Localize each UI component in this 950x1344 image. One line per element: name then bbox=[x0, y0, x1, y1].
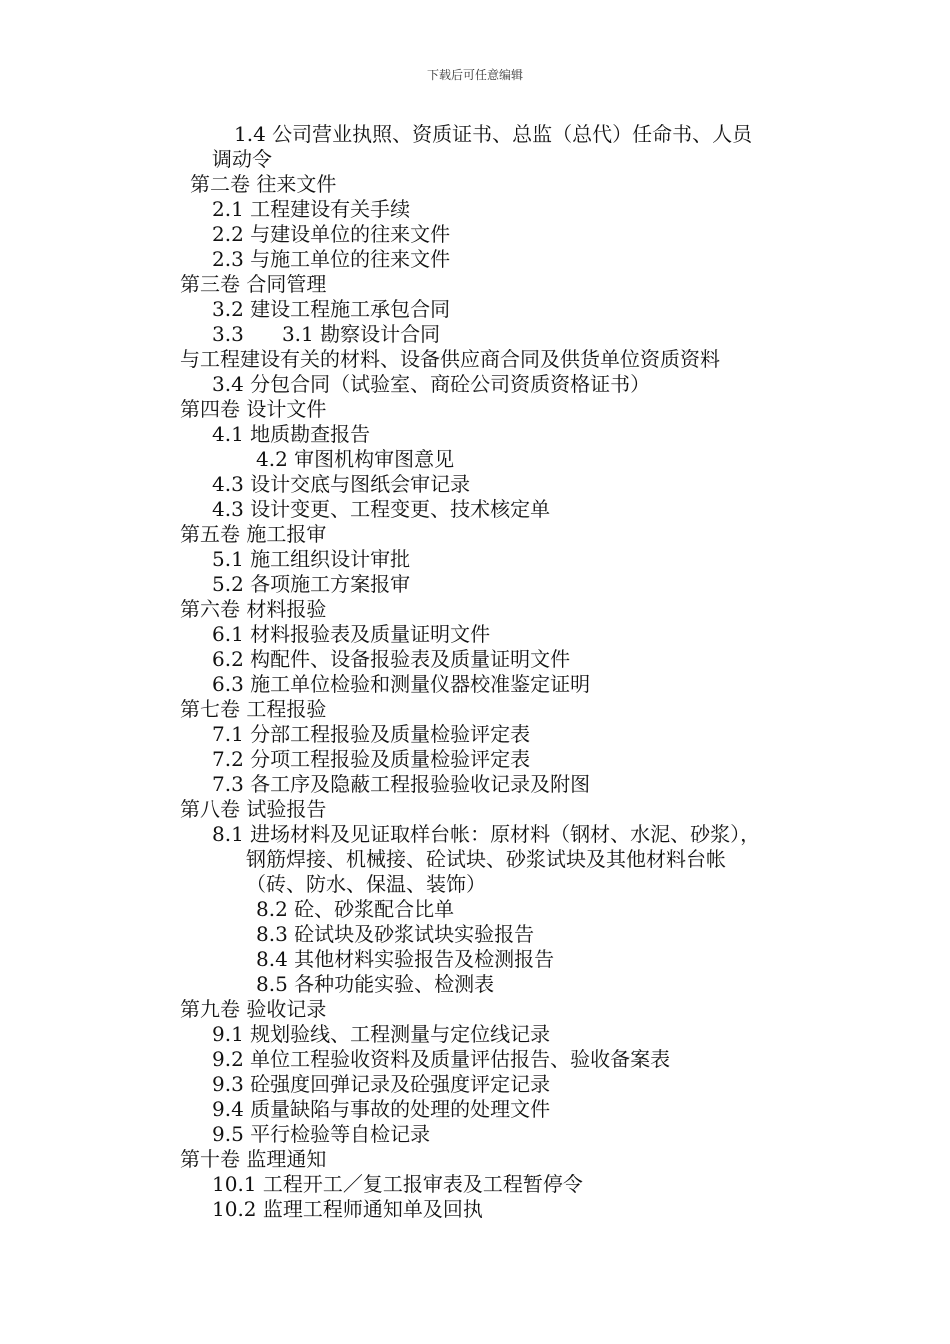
section-heading: 第四卷 设计文件 bbox=[180, 397, 327, 421]
list-item: 8.1 进场材料及见证取样台帐：原材料（钢材、水泥、砂浆）， bbox=[212, 822, 761, 846]
list-item: 钢筋焊接、机械接、砼试块、砂浆试块及其他材料台帐 bbox=[246, 847, 726, 871]
page-header: 下载后可任意编辑 bbox=[426, 68, 523, 82]
list-item: 6.3 施工单位检验和测量仪器校准鉴定证明 bbox=[212, 672, 591, 696]
list-item: 7.3 各工序及隐蔽工程报验验收记录及附图 bbox=[212, 772, 591, 796]
list-item: 8.4 其他材料实验报告及检测报告 bbox=[256, 947, 555, 971]
list-item: 2.2 与建设单位的往来文件 bbox=[212, 222, 451, 246]
list-item: 6.2 构配件、设备报验表及质量证明文件 bbox=[212, 647, 571, 671]
list-item: 3.2 建设工程施工承包合同 bbox=[212, 297, 451, 321]
section-heading: 第三卷 合同管理 bbox=[180, 272, 327, 296]
list-item: 5.1 施工组织设计审批 bbox=[212, 547, 411, 571]
list-item: （砖、防水、保温、装饰） bbox=[246, 872, 486, 896]
list-item: 9.1 规划验线、工程测量与定位线记录 bbox=[212, 1022, 551, 1046]
list-item: 4.1 地质勘查报告 bbox=[212, 422, 371, 446]
list-item: 3.4 分包合同（试验室、商砼公司资质资格证书） bbox=[212, 372, 651, 396]
section-heading: 第二卷 往来文件 bbox=[190, 172, 337, 196]
section-heading: 第七卷 工程报验 bbox=[180, 697, 327, 721]
section-heading: 第八卷 试验报告 bbox=[180, 797, 327, 821]
list-item: 2.1 工程建设有关手续 bbox=[212, 197, 411, 221]
section-heading: 第六卷 材料报验 bbox=[180, 597, 327, 621]
list-item: 10.2 监理工程师通知单及回执 bbox=[212, 1197, 483, 1221]
list-item: 与工程建设有关的材料、设备供应商合同及供货单位资质资料 bbox=[180, 347, 720, 371]
list-item: 2.3 与施工单位的往来文件 bbox=[212, 247, 451, 271]
list-item: 6.1 材料报验表及质量证明文件 bbox=[212, 622, 491, 646]
section-heading: 第五卷 施工报审 bbox=[180, 522, 327, 546]
section-heading: 第九卷 验收记录 bbox=[180, 997, 327, 1021]
list-item: 调动令 bbox=[212, 147, 272, 171]
list-item: 5.2 各项施工方案报审 bbox=[212, 572, 411, 596]
list-item: 8.5 各种功能实验、检测表 bbox=[256, 972, 495, 996]
list-item: 3.3 3.1 勘察设计合同 bbox=[212, 322, 441, 346]
list-item: 7.1 分部工程报验及质量检验评定表 bbox=[212, 722, 531, 746]
list-item: 9.5 平行检验等自检记录 bbox=[212, 1122, 431, 1146]
list-item: 8.3 砼试块及砂浆试块实验报告 bbox=[256, 922, 535, 946]
list-item: 9.4 质量缺陷与事故的处理的处理文件 bbox=[212, 1097, 551, 1121]
list-item: 4.2 审图机构审图意见 bbox=[256, 447, 455, 471]
list-item: 1.4 公司营业执照、资质证书、总监（总代）任命书、人员 bbox=[234, 122, 753, 146]
list-item: 9.2 单位工程验收资料及质量评估报告、验收备案表 bbox=[212, 1047, 671, 1071]
list-item: 10.1 工程开工／复工报审表及工程暂停令 bbox=[212, 1172, 583, 1196]
list-item: 7.2 分项工程报验及质量检验评定表 bbox=[212, 747, 531, 771]
section-heading: 第十卷 监理通知 bbox=[180, 1147, 327, 1171]
list-item: 4.3 设计变更、工程变更、技术核定单 bbox=[212, 497, 551, 521]
list-item: 8.2 砼、砂浆配合比单 bbox=[256, 897, 455, 921]
list-item: 9.3 砼强度回弹记录及砼强度评定记录 bbox=[212, 1072, 551, 1096]
list-item: 4.3 设计交底与图纸会审记录 bbox=[212, 472, 471, 496]
